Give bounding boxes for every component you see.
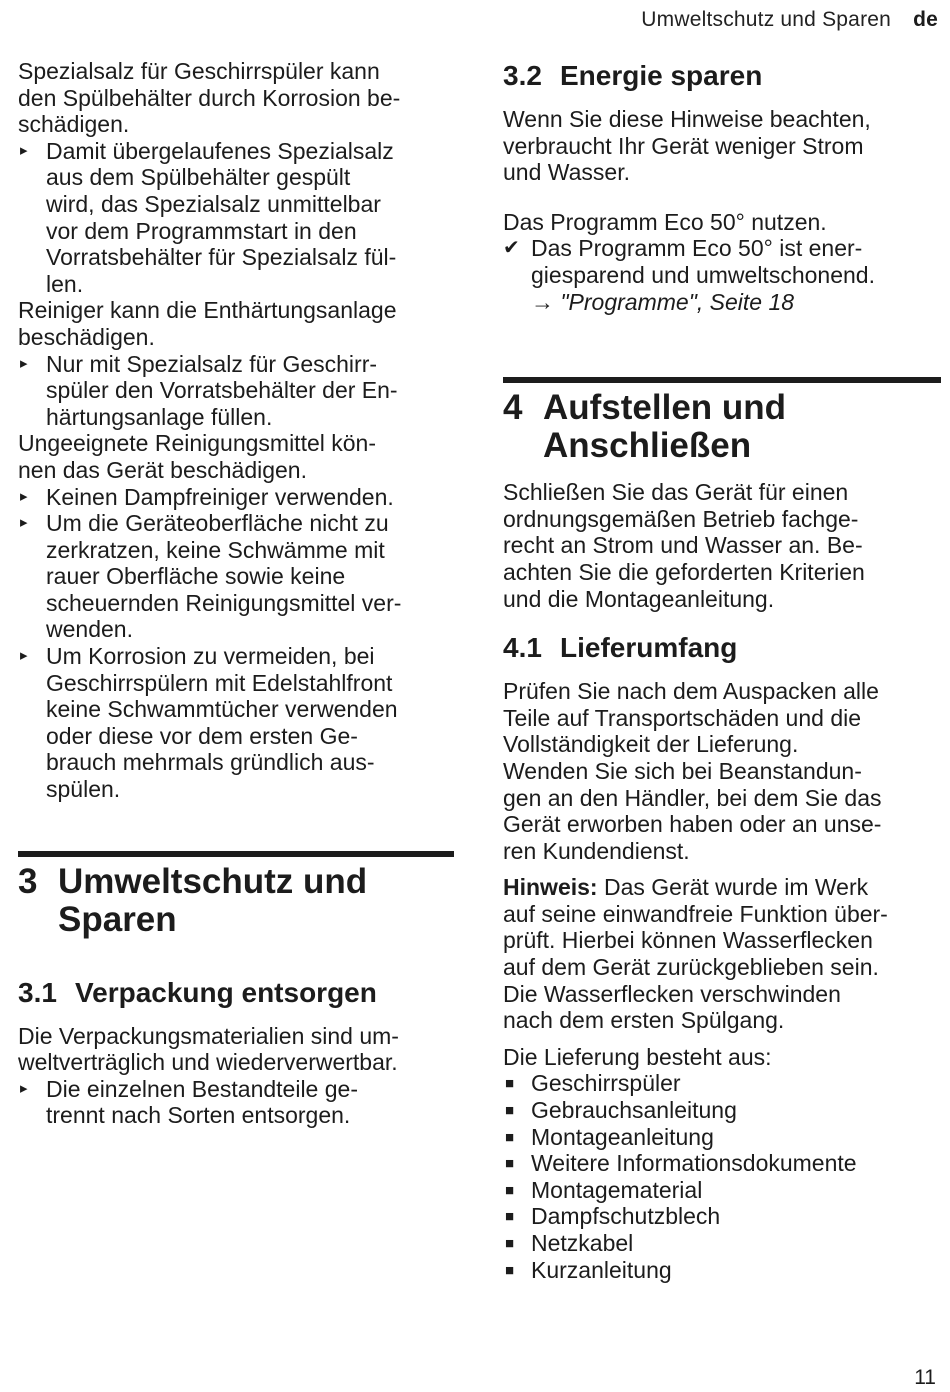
paragraph-detergent-softener: Reiniger kann die Enthärtungsanlage beschädigen. [18,297,397,350]
list-item: ▸ Keinen Dampfreiniger verwenden. [20,483,394,510]
triangle-bullet-icon: ▸ [20,354,28,372]
section-divider [18,851,454,857]
paragraph-delivery-contents: Die Lieferung besteht aus: [503,1043,772,1070]
page-number: 11 [914,1366,936,1389]
list-item: ▸ Nur mit Spezialsalz für Geschirr- spüler den Vorratsbehälter der En- härtungsanlage füllen. [20,350,398,430]
note-paragraph: Hinweis: Das Gerät wurde im Werk auf seine einwandfreie Funktion über- prüft. Hierbei können Wasserflecken auf dem Gerät zurückgeblieben sein. Die Wasserflecken verschwinden nach dem ersten Spülgang. [503,874,888,1034]
header-language-code: de [913,8,938,31]
square-bullet-icon: ■ [505,1235,515,1252]
list-item: ■ Dampfschutzblech [505,1203,721,1230]
square-bullet-icon: ■ [505,1155,515,1173]
list-item: ■ Montageanleitung [505,1123,714,1150]
paragraph-installation: Schließen Sie das Gerät für einen ordnungsgemäßen Betrieb fachge- recht an Strom und Wasser an. Be- achten Sie die geforderten Kriterien und die Montageanleitung. [503,479,865,612]
heading-section-3: 3 Umweltschutz und Sparen [18,861,368,939]
list-item: ▸ Um Korrosion zu vermeiden, bei Geschirrspülern mit Edelstahlfront keine Schwammtücher verwenden oder diese vor dem ersten Ge- brauch mehrmals gründlich aus- spülen. [20,643,398,803]
list-item: ■ Montagematerial [505,1176,703,1203]
square-bullet-icon: ■ [505,1102,515,1120]
square-bullet-icon: ■ [505,1261,515,1279]
paragraph-energy-hints: Wenn Sie diese Hinweise beachten, verbraucht Ihr Gerät weniger Strom und Wasser. [503,106,871,186]
list-item: ▸ Damit übergelaufenes Spezialsalz aus dem Spülbehälter gespült wird, das Spezialsalz unmittelbar vor dem Programmstart in den Vorratsbehälter für Spezialsalz fül- len. [20,137,397,297]
list-item: ■ Gebrauchsanleitung [505,1097,737,1124]
paragraph-unsuitable-cleaners: Ungeeignete Reinigungsmittel kön- nen das Gerät beschädigen. [18,430,376,483]
triangle-bullet-icon: ▸ [20,1079,28,1097]
right-column [503,60,941,1283]
list-item: ▸ Um die Geräteoberfläche nicht zu zerkratzen, keine Schwämme mit rauer Oberfläche sowie keine scheuernden Reinigungsmittel ver- wenden. [20,510,402,643]
triangle-bullet-icon: ▸ [20,647,28,665]
header-section-title: Umweltschutz und Sparen [641,8,892,31]
square-bullet-icon: ■ [505,1181,515,1199]
heading-section-4: 4 Aufstellen und Anschließen [503,388,787,466]
triangle-bullet-icon: ▸ [20,487,28,505]
square-bullet-icon: ■ [505,1208,515,1226]
list-item: ■ Weitere Informationsdokumente [505,1150,857,1177]
section-divider [503,377,941,383]
left-column [18,58,454,1129]
cross-reference-link[interactable]: → "Programme", Seite 18 [531,288,795,315]
list-item: ■ Netzkabel [505,1230,634,1256]
triangle-bullet-icon: ▸ [20,141,28,159]
list-item: ▸ Die einzelnen Bestandteile ge- trennt nach Sorten entsorgen. [20,1075,358,1129]
list-item: ✔ Das Programm Eco 50° ist ener- giesparend und umweltschonend. [503,235,875,288]
checkmark-icon: ✔ [503,237,520,260]
list-item: ■ Kurzanleitung [505,1256,672,1283]
heading-section-4-1: 4.1 Lieferumfang [503,632,738,664]
heading-section-3-2: 3.2 Energie sparen [503,60,763,91]
note-label: Hinweis: [503,874,598,901]
list-item: ■ Geschirrspüler [505,1070,681,1097]
running-header [641,8,938,32]
paragraph-salt-corrosion: Spezialsalz für Geschirrspüler kann den Spülbehälter durch Korrosion be- schädigen. [18,58,401,138]
delivery-list [503,1070,941,1283]
paragraph-eco-program: Das Programm Eco 50° nutzen. [503,208,827,235]
triangle-bullet-icon: ▸ [20,514,28,532]
paragraph-packaging: Die Verpackungsmaterialien sind um- weltverträglich und wiederverwertbar. [18,1022,399,1076]
paragraph-check-delivery: Prüfen Sie nach dem Auspacken alle Teile auf Transportschäden und die Vollständigkeit der Lieferung. Wenden Sie sich bei Beanstandun- gen an den Händler, bei dem Sie das Gerät erworben haben oder an unse- ren Kundendienst. [503,678,882,864]
square-bullet-icon: ■ [505,1128,515,1146]
heading-section-3-1: 3.1 Verpackung entsorgen [18,976,377,1008]
square-bullet-icon: ■ [505,1075,515,1093]
